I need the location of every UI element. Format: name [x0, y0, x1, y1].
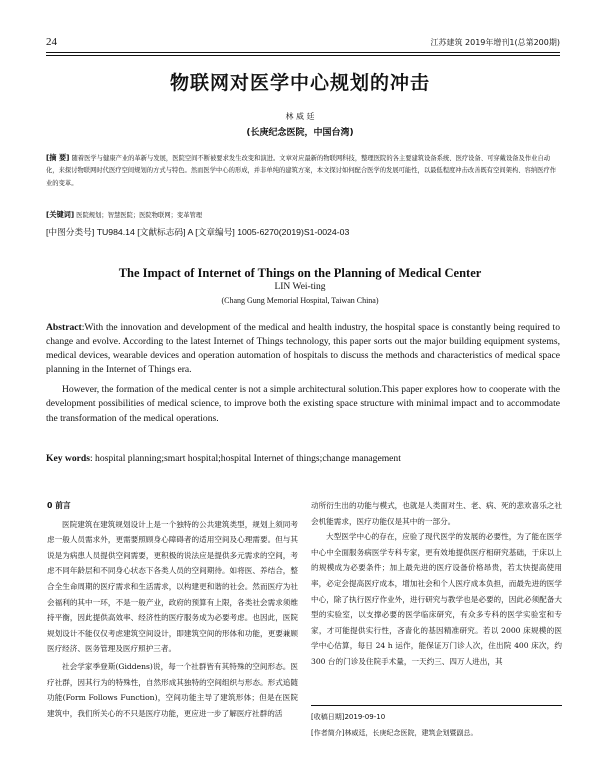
abstract-en-p1 — [46, 321, 560, 377]
article-id-label: [文章编号] — [195, 227, 235, 237]
abstract-en-p2: However, the formation of the medical center is not a simple architectural solution.This paper explores how to cooperate with the development possibilities of medical science, to improve both the existing space structure with minimal impact and to accommodate the transformation of the medical operations. — [46, 384, 560, 424]
affiliation-english: (Chang Gung Memorial Hospital, Taiwan China) — [221, 296, 379, 305]
keywords-en-text: : hospital planning;smart hospital;hospital Internet of things;change management — [89, 453, 401, 464]
classification-line — [46, 226, 560, 238]
clc-value: TU984.14 — [96, 227, 135, 237]
keywords-english — [46, 453, 560, 464]
body-paragraph-continued: 动所衍生出的功能与模式，也就是人类面对生、老、病、死的悲欢喜乐之社会机能需求，医疗功能仅是其中的一部分。 — [311, 501, 562, 526]
keywords-en-label: Key words — [46, 453, 90, 464]
section-heading-preface: 0 前言 — [47, 501, 71, 510]
abstract-cn-label: [摘 要] — [46, 153, 70, 162]
author-english: LIN Wei-ting — [274, 282, 326, 292]
author-bio-label: [作者简介] — [311, 729, 345, 737]
clc-label: [中图分类号] — [46, 227, 95, 237]
doc-code-label: [文献标志码] — [137, 227, 186, 237]
body-paragraph: 医院建筑在建筑规划设计上是一个独特的公共建筑类型，规划上须同考虑一般人员需求外，更需要照顾身心障碍者的适用空间及心理需要。但与其说是为病患人员提供空间需要，更积极的说法应是提供多元需求的空间，考虑不同年龄层和不同身心状态下各类人员的空间期待。如将医、养结合，整合全生命周期的医疗需求和生活需求，以构建更和谐的社会。然而医疗为社会福利的其中一环，不是一般产业，政府的预算有上限，各类社会需求须维持平衡，因此提供高效率、经济性的医疗服务成为必要考虑。也因此，医院规划设计不能仅仅考虑建筑空间设计，即建筑空间的形体和功能，更要兼顾医疗经济、医务管理及医疗照护三者。 — [47, 519, 298, 654]
body-column-left — [47, 498, 298, 721]
header-rule-thin — [46, 55, 560, 56]
footnote-received — [311, 709, 562, 725]
abstract-en-label: Abstract — [46, 322, 82, 333]
abstract-chinese — [46, 152, 560, 190]
keywords-chinese — [46, 210, 560, 220]
body-column-right — [311, 498, 562, 670]
article-id-value: 1005-6270(2019)S1-0024-03 — [237, 227, 350, 237]
body-paragraph: 大型医学中心的存在，应验了现代医学的发展的必要性，为了能在医学中心中全面服务病医学专科专家，更有效地提供医疗相研究基础，于床以上的规模成为必要条件；加上最先进的医疗设备价格昂贵，若太快提高使用率，必定会提高医疗成本，增加社会和个人医疗成本负担，而最先进的医学中心，除了执行医疗作业外，进行研究与教学也是必要的，因此必须配备大型的实验室，以支撑必要的医学临床研究，有众多专科的医学实验室和专家，才可能提供实行性，吝啬化的基因精准研究。若以 2000 床规模的医学中心估算，每日 24 h 运作，能保证万门诊人次，住出院 400 床次，约 300 台的门诊及住院手术量，一天约三、四万人进出，其 — [311, 532, 562, 666]
affiliation-chinese: (长庚纪念医院，中国台湾) — [246, 128, 354, 138]
abstract-en-p1-text: :With the innovation and development of the medical and health industry, the hospital space is constantly being required to change and evolve. According to the latest Internet of Things technology, this paper sorts out the major building equipment systems, medical devices, wearable devices and operation automation of hospitals to discuss the methods and characteristics of medical space planning in the Internet of Things era. — [46, 322, 560, 376]
body-paragraph: 社会学家季登斯(Giddens)说，每一个社群皆有其特殊的空间形态。医疗社群，因其行为的特殊性，自然形成其独特的空间组织与形态。形式追随功能(Form Follows Function)，空间功能主导了建筑形体；但是在医院建筑中，我们所关心的不只是医疗功能，更应进一步了解医疗社群的活 — [47, 661, 298, 718]
page-number: 24 — [46, 36, 57, 48]
keywords-cn-label: [关键词] — [46, 210, 75, 219]
author-bio-value: 林威廷，长庚纪念医院，建筑企划暨副总。 — [344, 729, 478, 737]
keywords-cn-text: 医院规划；智慧医院；医院物联网；变革管理 — [76, 212, 203, 219]
doc-code-value: A — [187, 227, 193, 237]
header-rule-thick — [46, 52, 560, 53]
title-english: The Impact of Internet of Things on the Planning of Medical Center — [118, 266, 482, 280]
abstract-cn-text: 随着医学与健康产业的革新与发展，医院空间不断被要求发生改变和演进。文章对应最新的物联网科技，整理医院的各主要建筑设备系统、医疗设备、可穿戴设备及作业自动化，来探讨物联网时代医疗空间规划的方式与特色。然而医学中心的形成，并非单纯的建筑方案，本文探讨如何配合医学的发展可能性，以最低程度冲击改善既有空间架构、容纳医疗作业的变革。 — [46, 155, 557, 187]
received-value: 2019-09-10 — [344, 713, 386, 721]
footnote-author — [311, 725, 562, 741]
journal-info: 江苏建筑 2019年增刊1(总第200期) — [430, 38, 560, 47]
received-label: [收稿日期] — [311, 713, 345, 721]
author-chinese: 林 威 廷 — [285, 112, 315, 121]
abstract-english — [46, 321, 560, 426]
title-chinese: 物联网对医学中心规划的冲击 — [169, 72, 430, 94]
running-header — [46, 36, 560, 50]
footnote — [311, 705, 562, 741]
